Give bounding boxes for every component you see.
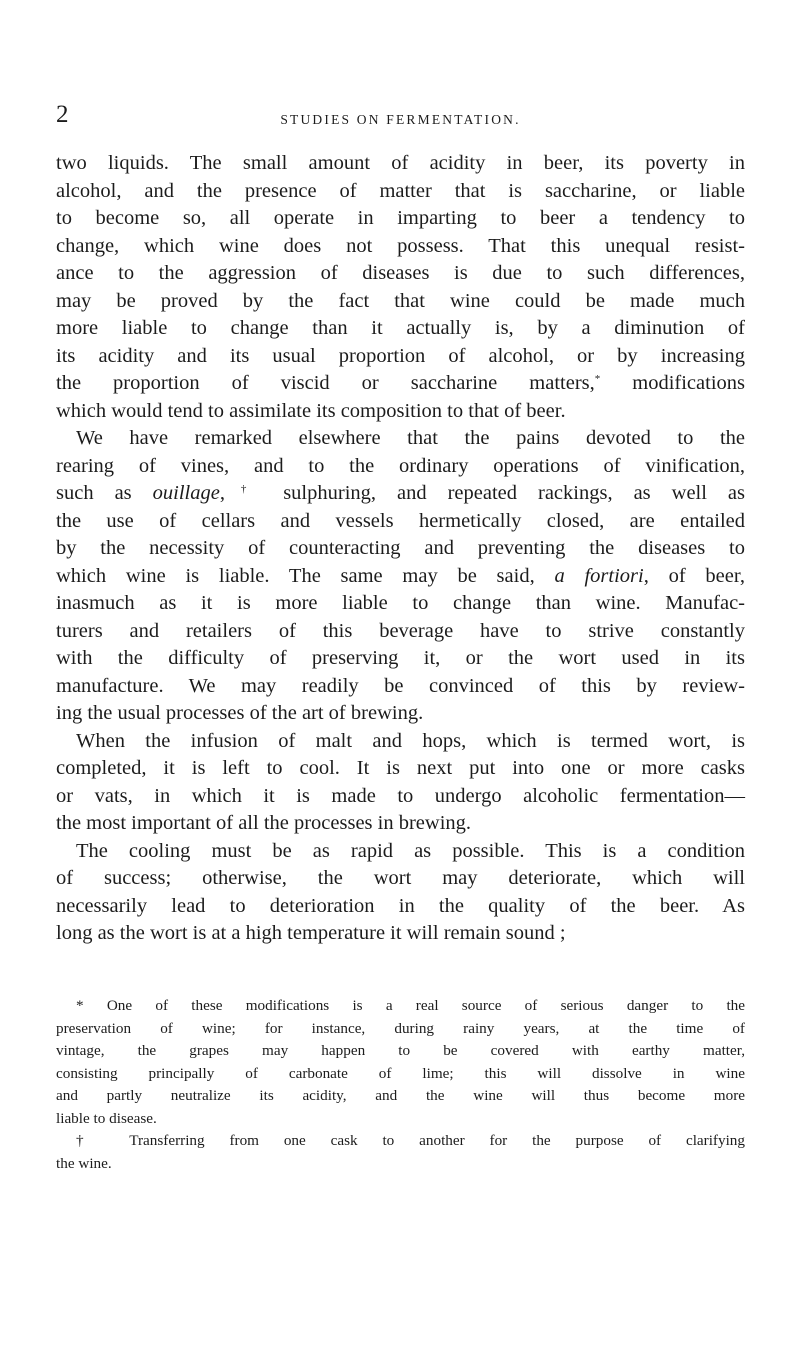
paragraph-4: [56, 838, 745, 948]
text-line: inasmuch as it is more liable to change than wine. Manufac-: [56, 592, 745, 614]
text-line: manufacture. We may readily be convinced of this by review-: [56, 674, 745, 697]
text-line: The cooling must be as rapid as possible. This is a condition: [76, 839, 745, 862]
footnote-line: vintage, the grapes may happen to be covered with earthy matter,: [56, 1042, 745, 1059]
text-line: completed, it is left to cool. It is next put into one or more casks: [56, 757, 745, 779]
text-line: long as the wort is at a high temperature it will remain sound ;: [56, 922, 566, 944]
footnotes: [56, 995, 745, 1175]
footnote-line: consisting principally of carbonate of lime; this will dissolve in wine: [56, 1064, 745, 1082]
text-line: [56, 370, 745, 398]
footnote-mark-dagger: †: [224, 483, 263, 495]
text-line: to become so, all operate in imparting to beer a tendency to: [56, 207, 745, 229]
footnote-line: preservation of wine; for instance, during rainy years, at the time of: [56, 1019, 745, 1037]
text-line: We have remarked elsewhere that the pains devoted to the: [76, 427, 745, 449]
text-line: of success; otherwise, the wort may deteriorate, which will: [56, 867, 745, 889]
text-fragment: such as: [56, 482, 153, 504]
text-line: ing the usual processes of the art of brewing.: [56, 702, 424, 724]
text-line: two liquids. The small amount of acidity in beer, its poverty in: [56, 152, 745, 174]
text-line: may be proved by the fact that wine could be made much: [56, 289, 745, 312]
text-line: with the difficulty of preserving it, or the wort used in its: [56, 647, 745, 669]
text-line: ance to the aggression of diseases is due to such differences,: [56, 262, 745, 284]
text-fragment: the proportion of viscid or saccharine matters,: [56, 372, 595, 394]
italic-term-a-fortiori: a fortiori: [554, 564, 644, 587]
text-line: rearing of vines, and to the ordinary operations of vinification,: [56, 454, 745, 477]
body-text: [56, 150, 745, 948]
text-line: which would tend to assimilate its composition to that of beer.: [56, 399, 566, 422]
text-line: more liable to change than it actually is, by a diminution of: [56, 317, 745, 339]
paragraph-1: [56, 150, 745, 425]
text-line: necessarily lead to deterioration in the quality of the beer. As: [56, 894, 745, 917]
footnote-line: the wine.: [56, 1154, 112, 1172]
text-line: change, which wine does not possess. That this unequal resist-: [56, 234, 745, 257]
text-fragment: ,: [219, 482, 225, 504]
page-number: 2: [56, 101, 69, 128]
text-line: the use of cellars and vessels hermetically closed, are entailed: [56, 509, 745, 532]
text-line: the most important of all the processes in brewing.: [56, 812, 472, 834]
running-title: STUDIES ON FERMENTATION.: [280, 112, 521, 127]
text-fragment: , of beer,: [643, 564, 746, 587]
text-line: its acidity and its usual proportion of alcohol, or by increasing: [56, 344, 745, 367]
text-fragment: which wine is liable. The same may be said,: [56, 564, 555, 587]
paragraph-3: [56, 728, 745, 838]
text-fragment: sulphuring, and repeated rackings, as well as: [262, 482, 746, 504]
text-line: [56, 563, 745, 591]
footnote-asterisk: [56, 995, 745, 1130]
footnote-line: * One of these modifications is a real source of serious danger to the: [76, 997, 745, 1014]
text-line: by the necessity of counteracting and preventing the diseases to: [56, 537, 745, 559]
text-line: or vats, in which it is made to undergo alcoholic fermentation—: [56, 784, 745, 807]
text-line: turers and retailers of this beverage have to strive constantly: [56, 619, 745, 642]
footnote-dagger: [56, 1130, 745, 1175]
footnote-line: liable to disease.: [56, 1109, 157, 1127]
italic-term-ouillage: ouillage: [152, 482, 220, 504]
footnote-mark-asterisk: *: [594, 373, 601, 385]
footnote-line: † Transferring from one cask to another for the purpose of clarifying: [76, 1132, 745, 1149]
text-line: When the infusion of malt and hops, which is termed wort, is: [76, 729, 745, 752]
paragraph-2: [56, 425, 745, 728]
text-line: alcohol, and the presence of matter that is saccharine, or liable: [56, 179, 745, 202]
text-fragment: modifications: [600, 372, 745, 394]
footnote-line: and partly neutralize its acidity, and the wine will thus become more: [56, 1087, 745, 1104]
text-line: [56, 480, 745, 508]
